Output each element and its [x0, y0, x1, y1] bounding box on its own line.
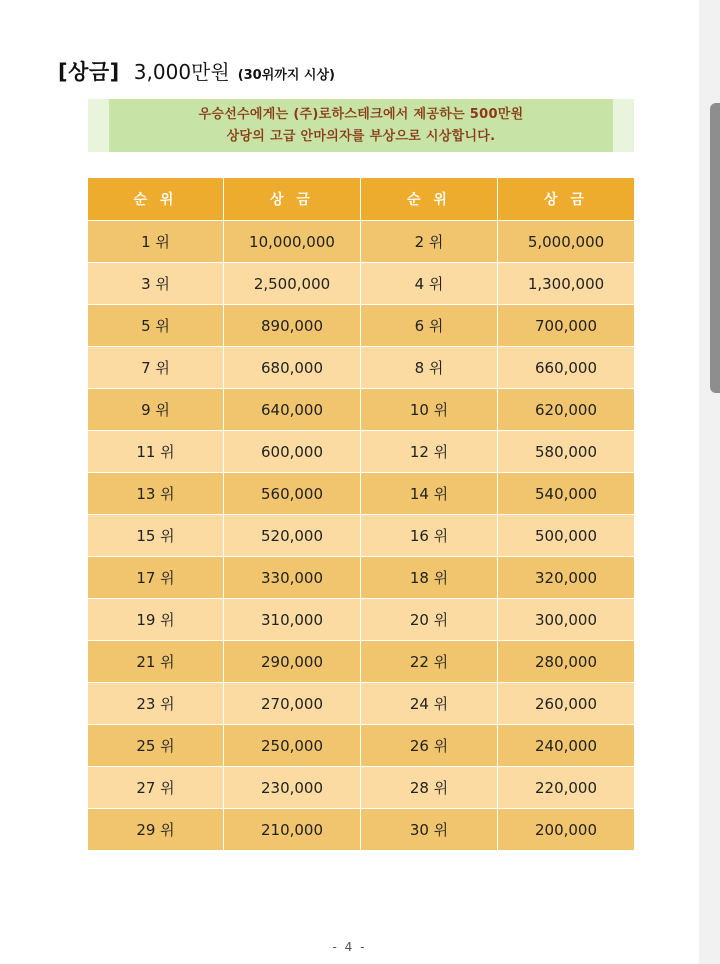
table-row	[88, 809, 635, 851]
header-rank-2: 순 위	[361, 178, 498, 221]
table-row	[88, 305, 635, 347]
table-row	[88, 683, 635, 725]
cell-prize-right: 5,000,000	[498, 221, 635, 263]
page-number: - 4 -	[332, 940, 367, 954]
table-row	[88, 767, 635, 809]
cell-prize-right: 540,000	[498, 473, 635, 515]
cell-prize-right: 580,000	[498, 431, 635, 473]
cell-rank-left: 13 위	[88, 473, 224, 515]
cell-prize-left: 560,000	[224, 473, 361, 515]
cell-rank-right: 22 위	[361, 641, 498, 683]
cell-prize-right: 220,000	[498, 767, 635, 809]
cell-prize-left: 520,000	[224, 515, 361, 557]
cell-rank-right: 6 위	[361, 305, 498, 347]
table-row	[88, 347, 635, 389]
cell-rank-right: 10 위	[361, 389, 498, 431]
cell-prize-left: 890,000	[224, 305, 361, 347]
cell-rank-right: 8 위	[361, 347, 498, 389]
cell-prize-left: 290,000	[224, 641, 361, 683]
cell-prize-left: 10,000,000	[224, 221, 361, 263]
cell-prize-right: 660,000	[498, 347, 635, 389]
banner-line-2: 상당의 고급 안마의자를 부상으로 시상합니다.	[226, 128, 496, 144]
cell-prize-left: 2,500,000	[224, 263, 361, 305]
cell-prize-left: 330,000	[224, 557, 361, 599]
table-row	[88, 515, 635, 557]
table-row	[88, 473, 635, 515]
table-row	[88, 263, 635, 305]
cell-prize-left: 250,000	[224, 725, 361, 767]
cell-prize-right: 1,300,000	[498, 263, 635, 305]
cell-rank-left: 15 위	[88, 515, 224, 557]
cell-prize-left: 210,000	[224, 809, 361, 851]
cell-rank-left: 1 위	[88, 221, 224, 263]
cell-prize-left: 230,000	[224, 767, 361, 809]
cell-prize-left: 600,000	[224, 431, 361, 473]
cell-rank-right: 28 위	[361, 767, 498, 809]
cell-prize-right: 320,000	[498, 557, 635, 599]
cell-rank-right: 16 위	[361, 515, 498, 557]
table-row	[88, 431, 635, 473]
cell-prize-right: 200,000	[498, 809, 635, 851]
cell-rank-right: 12 위	[361, 431, 498, 473]
total-prize-amount: 3,000만원	[133, 60, 230, 84]
cell-prize-left: 680,000	[224, 347, 361, 389]
header-prize-2: 상 금	[498, 178, 635, 221]
cell-prize-right: 620,000	[498, 389, 635, 431]
cell-prize-right: 260,000	[498, 683, 635, 725]
cell-rank-left: 5 위	[88, 305, 224, 347]
cell-prize-left: 270,000	[224, 683, 361, 725]
table-row	[88, 221, 635, 263]
sponsor-banner	[88, 99, 634, 152]
cell-prize-right: 300,000	[498, 599, 635, 641]
cell-rank-right: 14 위	[361, 473, 498, 515]
cell-rank-left: 7 위	[88, 347, 224, 389]
cell-rank-right: 18 위	[361, 557, 498, 599]
cell-prize-left: 310,000	[224, 599, 361, 641]
cell-rank-left: 11 위	[88, 431, 224, 473]
cell-rank-right: 30 위	[361, 809, 498, 851]
cell-prize-left: 640,000	[224, 389, 361, 431]
cell-prize-right: 700,000	[498, 305, 635, 347]
cell-rank-left: 25 위	[88, 725, 224, 767]
cell-prize-right: 500,000	[498, 515, 635, 557]
cell-rank-right: 24 위	[361, 683, 498, 725]
table-row	[88, 389, 635, 431]
header-prize-1: 상 금	[224, 178, 361, 221]
cell-rank-left: 9 위	[88, 389, 224, 431]
table-row	[88, 725, 635, 767]
section-heading	[58, 56, 335, 88]
cell-rank-right: 4 위	[361, 263, 498, 305]
table-row	[88, 557, 635, 599]
heading-note: (30위까지 시상)	[237, 68, 335, 83]
cell-rank-right: 20 위	[361, 599, 498, 641]
cell-rank-left: 3 위	[88, 263, 224, 305]
cell-rank-right: 26 위	[361, 725, 498, 767]
cell-rank-left: 21 위	[88, 641, 224, 683]
prize-table-body	[88, 221, 635, 851]
prize-table	[87, 177, 635, 851]
heading-label: [상금]	[58, 60, 120, 84]
table-row	[88, 599, 635, 641]
banner-line-1: 우승선수에게는 (주)로하스테크에서 제공하는 500만원	[198, 106, 524, 122]
table-row	[88, 641, 635, 683]
scrollbar-thumb[interactable]	[710, 103, 720, 393]
cell-rank-left: 17 위	[88, 557, 224, 599]
header-rank-1: 순 위	[88, 178, 224, 221]
cell-rank-left: 29 위	[88, 809, 224, 851]
cell-prize-right: 280,000	[498, 641, 635, 683]
cell-rank-left: 19 위	[88, 599, 224, 641]
cell-rank-right: 2 위	[361, 221, 498, 263]
cell-rank-left: 27 위	[88, 767, 224, 809]
cell-rank-left: 23 위	[88, 683, 224, 725]
cell-prize-right: 240,000	[498, 725, 635, 767]
prize-table-header-row	[88, 178, 635, 221]
